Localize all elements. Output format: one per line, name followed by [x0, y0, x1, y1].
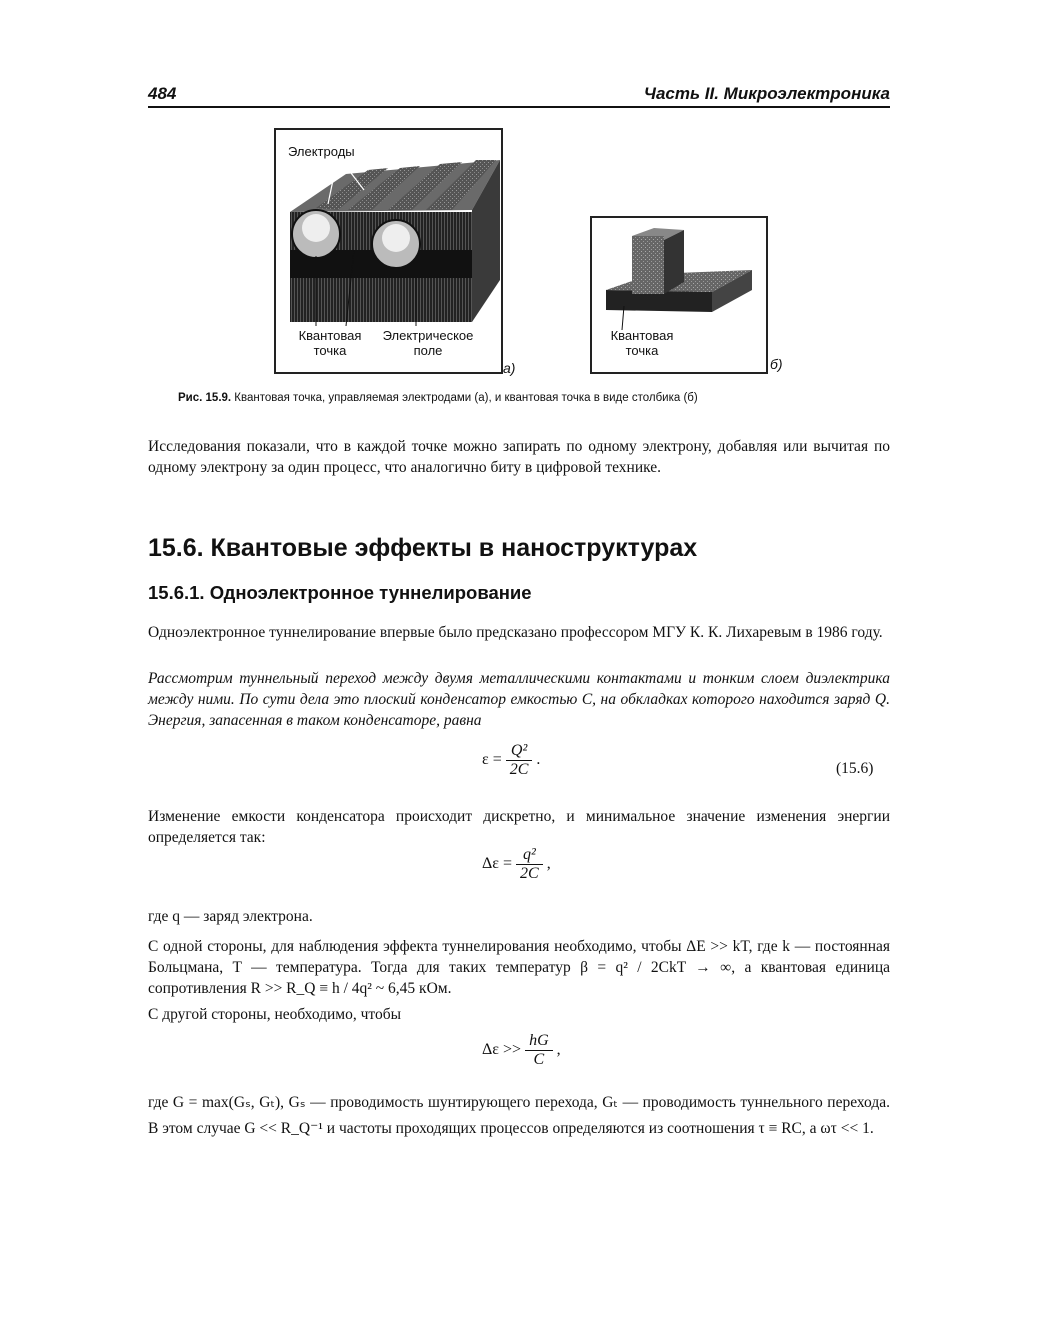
equation-energy-change — [482, 846, 551, 883]
eq1-lhs: ε = — [482, 751, 502, 769]
eq2-fraction — [516, 846, 543, 883]
eq1-numerator: Q² — [506, 742, 533, 761]
equation-conductance — [482, 1032, 561, 1069]
caption-text: Квантовая точка, управляемая электродами (а), и квантовая точка в виде столбика (б) — [231, 392, 698, 404]
eq3-denominator: C — [533, 1051, 545, 1068]
label-quantum-dot-a-line1: Квантовая — [298, 328, 362, 343]
label-electric-field-line1: Электрическое — [382, 328, 474, 343]
figure-a-sublabel: а) — [503, 360, 516, 376]
caption-prefix: Рис. 15.9. — [178, 392, 232, 404]
label-quantum-dot-a-line2: точка — [313, 343, 347, 358]
header-rule — [148, 106, 890, 108]
figure-b-sublabel: б) — [770, 356, 783, 372]
eq1-tail: . — [536, 751, 541, 769]
paragraph-conductance-def: где G = max(Gₛ, Gₜ), Gₛ — проводимость шунтирующего перехода, Gₜ — проводимость туннельного перехода. В этом случае G << R_Q⁻¹ и частоты проходящих процессов определяются из соотношения τ ≡ RC, а ωτ << 1. — [148, 1094, 890, 1137]
figure-caption — [178, 392, 878, 404]
paragraph-condition-one: С одной стороны, для наблюдения эффекта туннелирования необходимо, чтобы ΔE >> kT, где k — постоянная Больцмана, T — температура. Тогда для таких температур β = q² / 2CkT → ∞, а квантовая единица сопротивления R >> R_Q ≡ h / 4q² ~ 6,45 кОм. — [148, 938, 890, 997]
subsection-title: 15.6.1. Одноэлектронное туннелирование — [148, 582, 532, 603]
eq3-fraction — [525, 1032, 553, 1069]
eq2-denominator: 2C — [520, 865, 539, 882]
eq2-tail: , — [546, 855, 551, 873]
equation-number: (15.6) — [836, 760, 874, 777]
eq1-denominator: 2C — [509, 761, 529, 778]
page-number: 484 — [148, 84, 177, 103]
figure-b — [590, 216, 768, 374]
eq3-lhs: Δε >> — [482, 1041, 522, 1059]
figure-a — [274, 128, 503, 374]
label-electrodes: Электроды — [288, 144, 355, 159]
eq2-numerator: q² — [516, 846, 543, 865]
equation-energy — [482, 742, 540, 779]
label-electric-field-line2: поле — [413, 343, 443, 358]
page-header — [148, 84, 890, 108]
label-quantum-dot-b-line2: точка — [625, 343, 659, 358]
running-title: Часть II. Микроэлектроника — [643, 84, 890, 103]
section-title: 15.6. Квантовые эффекты в наноструктурах — [148, 534, 698, 562]
eq1-fraction — [506, 742, 533, 779]
label-quantum-dot-b-line1: Квантовая — [610, 328, 674, 343]
paragraph-condition-two: С другой стороны, необходимо, чтобы — [148, 1006, 402, 1023]
label-quantum-dot-a — [290, 328, 370, 358]
eq3-numerator: hG — [525, 1032, 553, 1051]
label-electric-field — [376, 328, 480, 358]
paragraph-research: Исследования показали, что в каждой точке можно запирать по одному электрону, добавляя или вычитая по одному электрону за один процесс, что аналогично биту в цифровой технике. — [148, 438, 890, 476]
paragraph-tunnel-junction: Рассмотрим туннельный переход между двумя металлическими контактами и тонким слоем диэлектрика между ними. По сути дела это плоский конденсатор емкостью C, на обкладках которого находится заряд Q. Энергия, запасенная в таком конденсаторе, равна — [148, 670, 890, 729]
eq3-tail: , — [556, 1041, 561, 1059]
label-quantum-dot-b — [602, 328, 682, 358]
paragraph-likharev: Одноэлектронное туннелирование впервые было предсказано профессором МГУ К. К. Лихаревым в 1986 году. — [148, 624, 883, 641]
paragraph-capacitance-change: Изменение емкости конденсатора происходит дискретно, и минимальное значение изменения энергии определяется так: — [148, 808, 890, 846]
eq2-lhs: Δε = — [482, 855, 513, 873]
paragraph-electron-charge: где q — заряд электрона. — [148, 908, 313, 925]
